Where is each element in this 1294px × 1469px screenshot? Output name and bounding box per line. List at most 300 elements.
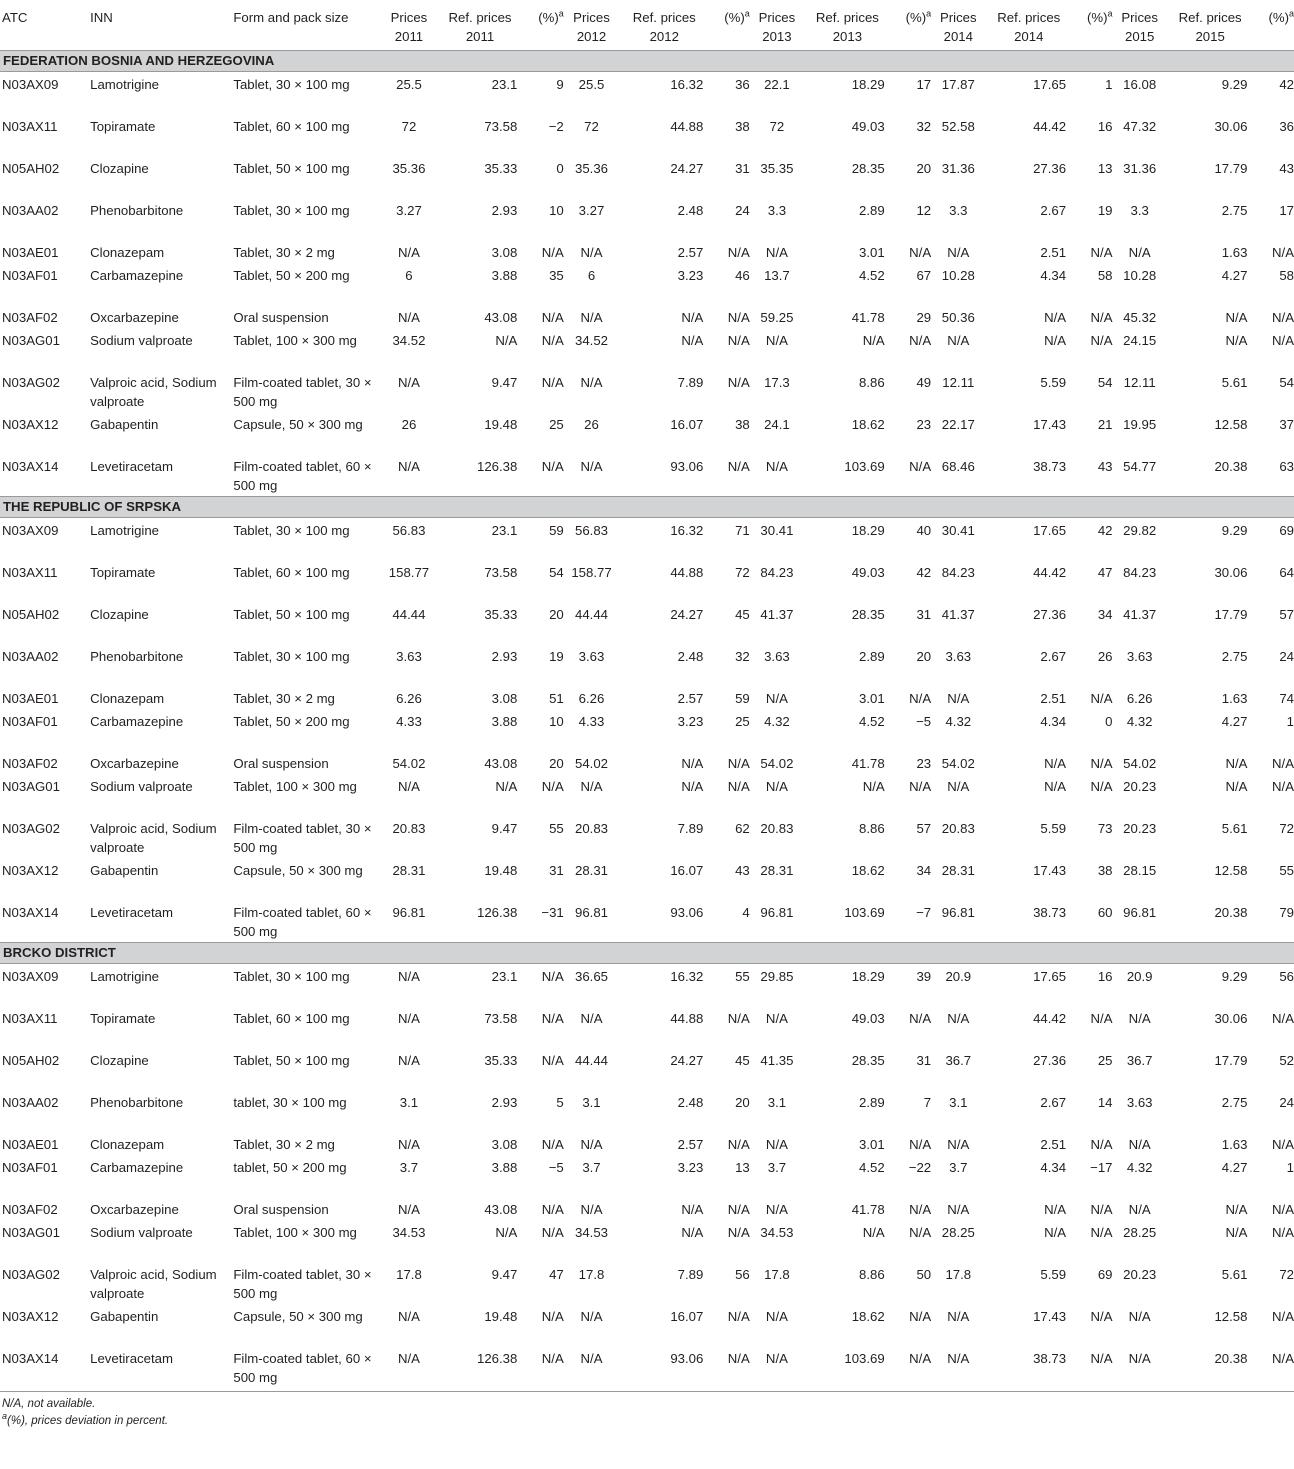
cell-atc: N03AX09: [2, 523, 59, 538]
cell-value: N/A: [1225, 310, 1248, 325]
cell-atc: N03AG02: [2, 1267, 60, 1282]
cell-value: N/A: [1044, 779, 1067, 794]
cell-inn: Topiramate: [90, 1011, 156, 1026]
cell-value: 72: [769, 119, 785, 134]
cell-value: 3.01: [859, 691, 885, 706]
cell-value: 19: [1097, 203, 1113, 218]
table-row: [0, 858, 1294, 900]
table-row: [0, 412, 1294, 454]
cell-value: N/A: [1044, 1202, 1067, 1217]
cell-value: 17.8: [764, 1267, 790, 1282]
cell-value: 17: [916, 77, 932, 92]
cell-value: N/A: [727, 310, 750, 325]
cell-form: Film-coated tablet, 60 × 500 mg: [233, 1351, 372, 1385]
cell-value: 3.01: [859, 245, 885, 260]
cell-form: Film-coated tablet, 60 × 500 mg: [233, 459, 372, 493]
cell-form: Tablet, 30 × 100 mg: [233, 969, 350, 984]
cell-value: −5: [916, 714, 932, 729]
cell-value: 8.86: [859, 1267, 885, 1282]
cell-value: N/A: [727, 779, 750, 794]
cell-value: N/A: [909, 779, 932, 794]
cell-value: N/A: [727, 245, 750, 260]
cell-value: 28.31: [760, 863, 794, 878]
cell-value: N/A: [727, 1351, 750, 1366]
cell-value: 2.51: [1040, 245, 1067, 260]
table-row: [0, 1006, 1294, 1048]
table-row: [0, 816, 1294, 858]
cell-atc: N03AG01: [2, 779, 60, 794]
cell-value: 20.9: [945, 969, 972, 984]
cell-value: N/A: [397, 310, 420, 325]
cell-value: N/A: [541, 1011, 564, 1026]
cell-value: N/A: [1225, 333, 1248, 348]
cell-value: 17.43: [1033, 417, 1067, 432]
cell-value: 4.32: [945, 714, 972, 729]
cell-value: 126.38: [476, 459, 518, 474]
dev-sup: a: [558, 8, 564, 19]
cell-atc: N03AG01: [2, 1225, 60, 1240]
cell-value: 50.36: [941, 310, 975, 325]
cell-form: Tablet, 30 × 100 mg: [233, 203, 350, 218]
cell-value: 49.03: [851, 565, 885, 580]
cell-form: Tablet, 30 × 100 mg: [233, 649, 350, 664]
cell-value: 35: [549, 268, 564, 283]
cell-value: N/A: [727, 333, 750, 348]
cell-value: N/A: [580, 1309, 603, 1324]
cell-value: 4.32: [1126, 1160, 1153, 1175]
cell-value: 34.52: [392, 333, 426, 348]
cell-value: 55: [549, 821, 564, 836]
cell-value: 84.23: [941, 565, 975, 580]
cell-inn: Carbamazepine: [90, 268, 184, 283]
cell-value: N/A: [1272, 310, 1294, 325]
cell-value: 40: [916, 523, 932, 538]
cell-value: 20.83: [392, 821, 426, 836]
cell-value: 19.48: [484, 1309, 518, 1324]
header-dev-2011: [523, 0, 563, 51]
cell-value: N/A: [727, 1011, 750, 1026]
cell-value: 54.02: [1123, 756, 1157, 771]
cell-value: 2.57: [677, 1137, 704, 1152]
cell-value: 3.7: [767, 1160, 787, 1175]
cell-value: N/A: [580, 459, 603, 474]
cell-value: 103.69: [844, 1351, 885, 1366]
cell-value: N/A: [862, 779, 885, 794]
header-ref-2013: Ref. prices 2013: [804, 0, 891, 51]
header-dev-2012: [709, 0, 749, 51]
cell-atc: N03AG02: [2, 375, 60, 390]
cell-value: 20: [735, 1095, 750, 1110]
cell-value: 2.93: [491, 203, 518, 218]
cell-value: N/A: [909, 691, 932, 706]
cell-value: 35.35: [760, 161, 794, 176]
table-row: [0, 964, 1294, 1007]
cell-value: N/A: [765, 779, 788, 794]
cell-value: 2.75: [1221, 649, 1248, 664]
cell-value: 28.35: [851, 607, 885, 622]
cell-value: 38: [1097, 863, 1113, 878]
cell-atc: N03AX11: [2, 1011, 58, 1026]
cell-value: 3.27: [396, 203, 422, 218]
cell-value: 56.83: [392, 523, 426, 538]
cell-value: N/A: [397, 779, 420, 794]
cell-value: 2.89: [859, 203, 885, 218]
cell-value: 19: [549, 649, 564, 664]
dev-label: (%): [1086, 10, 1108, 25]
cell-value: 56: [735, 1267, 750, 1282]
cell-atc: N03AX09: [2, 969, 59, 984]
cell-value: 4.33: [396, 714, 422, 729]
cell-value: 3.88: [491, 1160, 518, 1175]
cell-value: 68.46: [941, 459, 975, 474]
cell-value: 17.43: [1033, 863, 1067, 878]
cell-value: 34: [916, 863, 932, 878]
cell-value: 27.36: [1033, 161, 1067, 176]
cell-value: N/A: [580, 1011, 603, 1026]
cell-value: 3.08: [491, 691, 518, 706]
cell-atc: N03AX09: [2, 77, 59, 92]
cell-value: 32: [916, 119, 932, 134]
cell-value: 52.58: [941, 119, 975, 134]
cell-value: N/A: [397, 1011, 420, 1026]
cell-value: 44.42: [1033, 1011, 1067, 1026]
cell-value: 24.27: [670, 607, 704, 622]
cell-value: 45.32: [1123, 310, 1157, 325]
cell-value: N/A: [1272, 1225, 1294, 1240]
cell-value: 29.85: [760, 969, 794, 984]
cell-value: 2.93: [491, 649, 518, 664]
cell-value: 2.67: [1040, 203, 1067, 218]
cell-value: 3.23: [677, 268, 704, 283]
dev-sup: a: [1288, 8, 1294, 19]
header-ref-2012: Ref. prices 2012: [619, 0, 709, 51]
cell-value: 41.78: [851, 756, 885, 771]
table-row: [0, 454, 1294, 497]
cell-value: 3.63: [396, 649, 422, 664]
cell-value: 23.1: [491, 77, 518, 92]
cell-value: 73: [1097, 821, 1113, 836]
cell-value: 28.31: [392, 863, 426, 878]
cell-value: 28.15: [1123, 863, 1157, 878]
cell-value: 60: [1097, 905, 1113, 920]
header-dev-2015: [1253, 0, 1294, 51]
cell-value: 54: [549, 565, 564, 580]
cell-value: 31: [735, 161, 750, 176]
cell-value: 31: [916, 1053, 932, 1068]
cell-value: 18.62: [851, 417, 885, 432]
cell-value: 2.67: [1040, 649, 1067, 664]
cell-value: 59: [549, 523, 564, 538]
cell-value: 23: [916, 756, 932, 771]
cell-value: 35.36: [574, 161, 608, 176]
cell-value: N/A: [947, 1309, 970, 1324]
cell-value: 1.63: [1221, 245, 1248, 260]
cell-value: 3.63: [945, 649, 972, 664]
cell-value: 54: [1097, 375, 1113, 390]
cell-value: 39: [916, 969, 932, 984]
cell-value: N/A: [1090, 333, 1113, 348]
cell-value: 17.79: [1214, 1053, 1248, 1068]
cell-value: 4.32: [764, 714, 790, 729]
table-row: [0, 686, 1294, 709]
cell-value: 12.58: [1214, 1309, 1248, 1324]
cell-value: 17.79: [1214, 607, 1248, 622]
cell-value: 54: [1279, 375, 1294, 390]
cell-value: 43: [735, 863, 750, 878]
cell-value: 34.53: [574, 1225, 608, 1240]
cell-value: 9.29: [1221, 969, 1248, 984]
cell-value: N/A: [727, 1225, 750, 1240]
footnote-deviation-text: (%), prices deviation in percent.: [7, 1415, 169, 1427]
cell-value: 3.1: [767, 1095, 787, 1110]
cell-value: −31: [541, 905, 564, 920]
cell-value: 19.48: [484, 863, 518, 878]
cell-value: 43.08: [484, 1202, 518, 1217]
cell-value: N/A: [580, 1351, 603, 1366]
cell-value: 3.63: [578, 649, 605, 664]
header-form: Form and pack size: [233, 0, 381, 51]
cell-value: N/A: [1128, 1202, 1151, 1217]
cell-value: N/A: [1128, 1011, 1151, 1026]
cell-value: N/A: [909, 1137, 932, 1152]
cell-value: 84.23: [760, 565, 794, 580]
table-row: [0, 1262, 1294, 1304]
cell-value: 20.23: [1123, 779, 1157, 794]
table-row: [0, 709, 1294, 751]
cell-value: 20: [916, 649, 932, 664]
table-row: [0, 328, 1294, 370]
cell-value: N/A: [397, 1351, 420, 1366]
table-row: [0, 518, 1294, 561]
header-prices-2014: Prices 2014: [931, 0, 985, 51]
cell-value: N/A: [681, 310, 704, 325]
cell-value: 10: [549, 714, 564, 729]
cell-value: 7.89: [677, 1267, 704, 1282]
cell-value: 4.33: [578, 714, 605, 729]
cell-value: N/A: [397, 245, 420, 260]
cell-value: 16.07: [670, 863, 704, 878]
table-row: [0, 1197, 1294, 1220]
cell-atc: N03AX11: [2, 565, 58, 580]
cell-value: 36: [1279, 119, 1294, 134]
cell-form: Oral suspension: [233, 756, 329, 771]
cell-value: 2.67: [1040, 1095, 1067, 1110]
cell-value: 22.1: [764, 77, 790, 92]
cell-inn: Carbamazepine: [90, 714, 184, 729]
cell-value: 17.65: [1033, 523, 1067, 538]
cell-value: N/A: [1090, 245, 1113, 260]
cell-value: N/A: [1090, 756, 1113, 771]
cell-value: 16: [1097, 969, 1113, 984]
cell-value: 126.38: [476, 1351, 518, 1366]
cell-value: 13.7: [764, 268, 790, 283]
cell-value: 35.36: [392, 161, 426, 176]
cell-value: 46: [735, 268, 750, 283]
cell-value: 28.25: [1123, 1225, 1157, 1240]
cell-value: N/A: [1272, 1011, 1294, 1026]
cell-value: 5.59: [1040, 821, 1067, 836]
cell-value: 16.32: [670, 523, 704, 538]
cell-value: N/A: [541, 1225, 564, 1240]
cell-value: 28.31: [941, 863, 975, 878]
cell-value: 25: [735, 714, 750, 729]
cell-value: N/A: [727, 1137, 750, 1152]
cell-atc: N05AH02: [2, 161, 60, 176]
cell-form: Film-coated tablet, 60 × 500 mg: [233, 905, 372, 939]
cell-inn: Oxcarbazepine: [90, 1202, 179, 1217]
cell-value: 96.81: [1123, 905, 1157, 920]
cell-value: 34.53: [392, 1225, 426, 1240]
cell-value: 63: [1279, 459, 1294, 474]
section-row: [0, 51, 1294, 72]
cell-atc: N03AE01: [2, 245, 59, 260]
cell-form: Tablet, 50 × 200 mg: [233, 714, 350, 729]
cell-value: 4.34: [1040, 1160, 1067, 1175]
cell-value: 26: [401, 417, 417, 432]
cell-value: 42: [1097, 523, 1113, 538]
cell-value: 4.27: [1221, 714, 1248, 729]
cell-value: 28.25: [941, 1225, 975, 1240]
table-row: [0, 263, 1294, 305]
cell-value: 96.81: [760, 905, 794, 920]
cell-value: N/A: [1044, 310, 1067, 325]
cell-value: 29: [916, 310, 932, 325]
cell-value: 84.23: [1123, 565, 1157, 580]
cell-value: N/A: [947, 245, 970, 260]
cell-atc: N03AF02: [2, 310, 58, 325]
cell-value: 72: [735, 565, 750, 580]
cell-value: 35.33: [484, 1053, 518, 1068]
cell-value: 3.7: [582, 1160, 601, 1175]
cell-value: N/A: [397, 1053, 420, 1068]
cell-atc: N03AA02: [2, 649, 59, 664]
cell-value: 43.08: [484, 310, 518, 325]
cell-form: Tablet, 30 × 100 mg: [233, 77, 350, 92]
cell-inn: Valproic acid, Sodium valproate: [90, 1267, 217, 1301]
cell-value: 25.5: [578, 77, 605, 92]
cell-inn: Clozapine: [90, 161, 149, 176]
cell-value: N/A: [909, 245, 932, 260]
cell-value: 12: [916, 203, 932, 218]
cell-value: N/A: [1090, 1011, 1113, 1026]
cell-value: 17.43: [1033, 1309, 1067, 1324]
cell-value: N/A: [947, 1137, 970, 1152]
cell-value: 45: [735, 607, 750, 622]
cell-value: 17.8: [945, 1267, 972, 1282]
cell-value: 4.52: [859, 1160, 885, 1175]
cell-value: 26: [584, 417, 599, 432]
cell-form: Oral suspension: [233, 1202, 329, 1217]
header-ref-2011: Ref. prices 2011: [437, 0, 524, 51]
cell-value: N/A: [947, 333, 970, 348]
cell-value: 42: [1279, 77, 1294, 92]
cell-value: 54.02: [392, 756, 426, 771]
cell-value: 44.88: [670, 565, 704, 580]
cell-inn: Oxcarbazepine: [90, 310, 179, 325]
cell-value: N/A: [1225, 779, 1248, 794]
cell-value: N/A: [947, 1011, 970, 1026]
cell-value: 16.07: [670, 417, 704, 432]
cell-value: N/A: [1225, 1202, 1248, 1217]
cell-inn: Levetiracetam: [90, 1351, 173, 1366]
cell-value: N/A: [909, 1309, 932, 1324]
cell-value: 2.48: [677, 203, 704, 218]
cell-value: 79: [1279, 905, 1294, 920]
cell-value: 3.1: [399, 1095, 419, 1110]
cell-atc: N03AX11: [2, 119, 58, 134]
cell-value: 54.77: [1123, 459, 1157, 474]
cell-value: 24.27: [670, 1053, 704, 1068]
cell-value: N/A: [765, 1202, 788, 1217]
cell-value: N/A: [1090, 1309, 1113, 1324]
cell-value: 72: [584, 119, 599, 134]
table-row: [0, 370, 1294, 412]
cell-value: N/A: [1128, 1137, 1151, 1152]
cell-value: N/A: [909, 333, 932, 348]
cell-form: Tablet, 30 × 2 mg: [233, 691, 335, 706]
cell-value: 72: [1279, 1267, 1294, 1282]
cell-inn: Carbamazepine: [90, 1160, 184, 1175]
table-row: [0, 198, 1294, 240]
header-inn: INN: [90, 0, 233, 51]
cell-value: 96.81: [574, 905, 608, 920]
cell-atc: N03AG01: [2, 333, 60, 348]
cell-form: Tablet, 100 × 300 mg: [233, 1225, 357, 1240]
cell-value: N/A: [1090, 779, 1113, 794]
cell-value: N/A: [909, 1351, 932, 1366]
cell-value: 17.65: [1033, 969, 1067, 984]
cell-value: 24: [735, 203, 750, 218]
cell-value: 12.58: [1214, 863, 1248, 878]
cell-value: 67: [916, 268, 932, 283]
cell-value: 4.52: [859, 268, 885, 283]
cell-value: N/A: [541, 245, 564, 260]
footnote-rule: [0, 1391, 1294, 1392]
cell-value: 17.8: [396, 1267, 422, 1282]
cell-value: 16.08: [1123, 77, 1157, 92]
cell-value: N/A: [397, 1137, 420, 1152]
section-row: [0, 497, 1294, 518]
cell-value: 158.77: [388, 565, 430, 580]
cell-form: Tablet, 60 × 100 mg: [233, 565, 350, 580]
cell-atc: N03AA02: [2, 1095, 59, 1110]
cell-value: 72: [1279, 821, 1294, 836]
cell-value: 6.26: [1126, 691, 1153, 706]
cell-value: 49: [916, 375, 932, 390]
cell-value: 5.59: [1040, 375, 1067, 390]
cell-value: 9.29: [1221, 77, 1248, 92]
cell-form: Capsule, 50 × 300 mg: [233, 863, 363, 878]
cell-value: 5.59: [1040, 1267, 1067, 1282]
cell-value: 37: [1279, 417, 1294, 432]
cell-value: 36: [735, 77, 750, 92]
cell-value: 96.81: [392, 905, 426, 920]
cell-value: 64: [1279, 565, 1294, 580]
cell-inn: Sodium valproate: [90, 333, 193, 348]
cell-value: 31: [549, 863, 564, 878]
cell-value: 93.06: [670, 459, 704, 474]
cell-value: 18.29: [851, 77, 885, 92]
table-row: [0, 560, 1294, 602]
cell-value: 3.3: [949, 203, 968, 218]
cell-value: 34.53: [760, 1225, 794, 1240]
cell-value: 30.06: [1214, 119, 1248, 134]
cell-value: 9.47: [491, 1267, 518, 1282]
cell-atc: N03AX14: [2, 905, 59, 920]
header-ref-2014: Ref. prices 2014: [985, 0, 1072, 51]
cell-value: 2.57: [677, 691, 704, 706]
cell-value: N/A: [681, 779, 704, 794]
